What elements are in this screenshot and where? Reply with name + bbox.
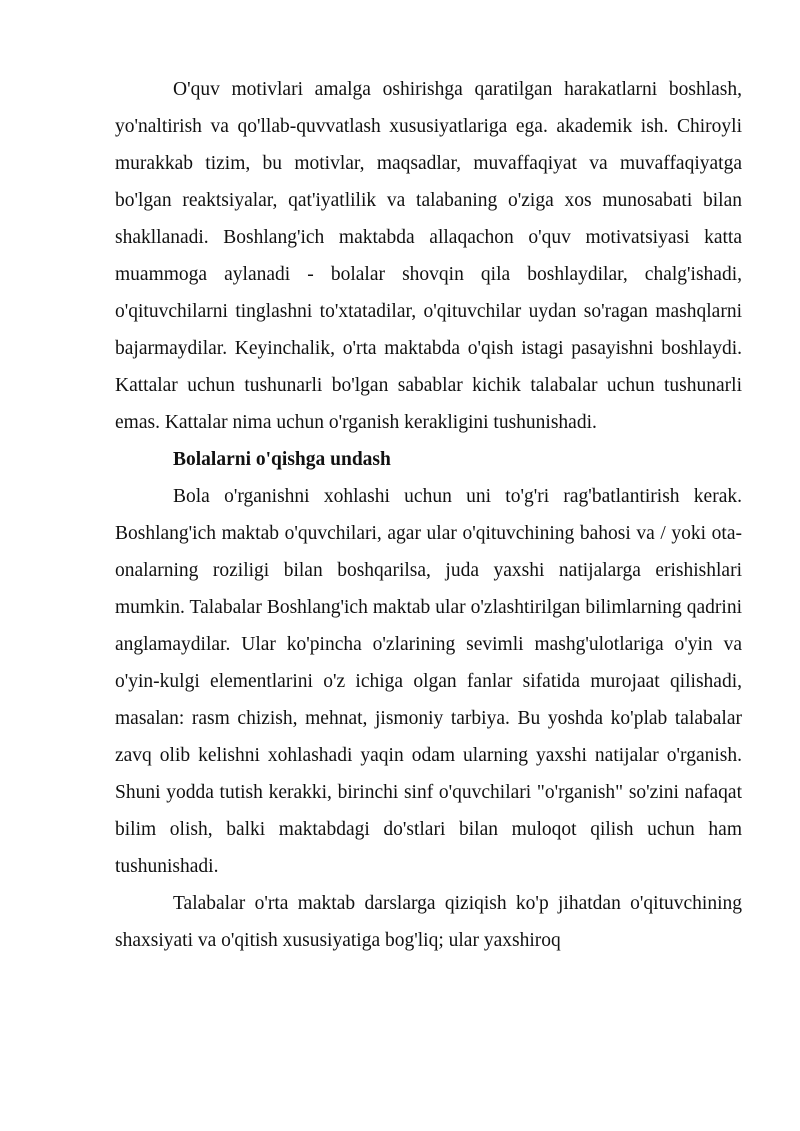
document-page <box>115 71 742 959</box>
paragraph-motivation-overview: O'quv motivlari amalga oshirishga qaratilgan harakatlarni boshlash, yo'naltirish va qo'llab-quvvatlash xususiyatlariga ega. akademik ish. Chiroyli murakkab tizim, bu motivlar, maqsadlar, muvaffaqiyat va muvaffaqiyatga bo'lgan reaktsiyalar, qat'iyatlilik va talabaning o'ziga xos munosabati bilan shakllanadi. Boshlang'ich maktabda allaqachon o'quv motivatsiyasi katta muammoga aylanadi - bolalar shovqin qila boshlaydilar, chalg'ishadi, o'qituvchilarni tinglashni to'xtatadilar, o'qituvchilar uydan so'ragan mashqlarni bajarmaydilar. Keyinchalik, o'rta maktabda o'qish istagi pasayishni boshlaydi. Kattalar uchun tushunarli bo'lgan sabablar kichik talabalar uchun tushunarli emas. Kattalar nima uchun o'rganish kerakligini tushunishadi. <box>115 79 742 433</box>
paragraph-middle-school: Talabalar o'rta maktab darslarga qiziqish ko'p jihatdan o'qituvchining shaxsiyati va o'qitish xususiyatiga bog'liq; ular yaxshiroq <box>115 893 742 951</box>
paragraph-encouraging-children: Bola o'rganishni xohlashi uchun uni to'g'ri rag'batlantirish kerak. Boshlang'ich maktab o'quvchilari, agar ular o'qituvchining bahosi va / yoki ota-onalarning roziligi bilan boshqarilsa, juda yaxshi natijalarga erishishlari mumkin. Talabalar Boshlang'ich maktab ular o'zlashtirilgan bilimlarning qadrini anglamaydilar. Ular ko'pincha o'zlarining sevimli mashg'ulotlariga o'yin va o'yin-kulgi elementlarini o'z ichiga olgan fanlar sifatida murojaat qilishadi, masalan: rasm chizish, mehnat, jismoniy tarbiya. Bu yoshda ko'plab talabalar zavq olib kelishni xohlashadi yaqin odam ularning yaxshi natijalar o'rganish. Shuni yodda tutish kerakki, birinchi sinf o'quvchilari "o'rganish" so'zini nafaqat bilim olish, balki maktabdagi do'stlari bilan muloqot qilish uchun ham tushunishadi. <box>115 486 742 877</box>
section-heading: Bolalarni o'qishga undash <box>173 449 391 470</box>
